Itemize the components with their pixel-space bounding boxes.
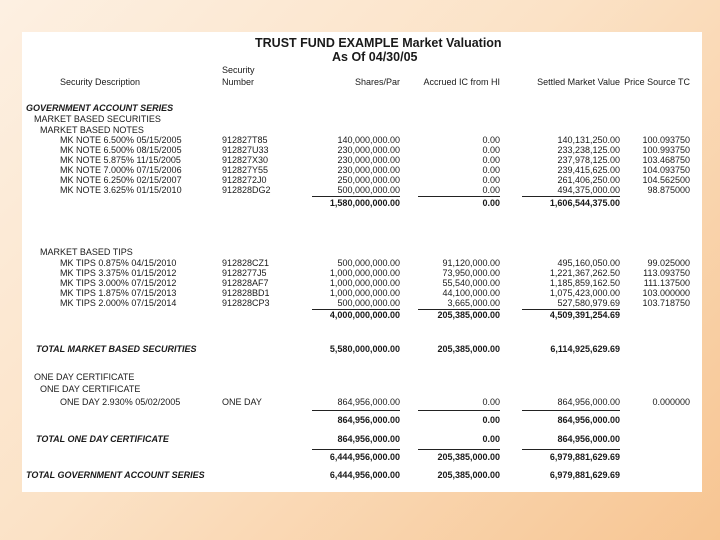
settled-market-value: 1,221,367,262.50 <box>549 268 620 278</box>
underline-rule <box>418 410 500 411</box>
accrued-interest-value: 0.00 <box>482 434 500 444</box>
shares-par-value: 500,000,000.00 <box>337 185 400 195</box>
table-row-number: 912827T85 <box>222 135 268 145</box>
column-header-number-top: Security <box>222 65 255 75</box>
shares-par-value: 230,000,000.00 <box>337 165 400 175</box>
accrued-interest-value: 0.00 <box>482 165 500 175</box>
settled-market-value: 239,415,625.00 <box>557 165 620 175</box>
column-header-accrued: Accrued IC from HI <box>423 77 500 87</box>
group-heading-notes: MARKET BASED NOTES <box>40 125 144 135</box>
group-heading-mbs: MARKET BASED SECURITIES <box>34 114 161 124</box>
settled-market-value: 864,956,000.00 <box>557 434 620 444</box>
underline-rule <box>312 410 400 411</box>
group-heading-tips: MARKET BASED TIPS <box>40 247 133 257</box>
underline-rule <box>312 196 400 197</box>
settled-market-value: 864,956,000.00 <box>557 397 620 407</box>
shares-par-value: 6,444,956,000.00 <box>329 470 400 480</box>
accrued-interest-value: 3,665,000.00 <box>447 298 500 308</box>
shares-par-value: 500,000,000.00 <box>337 258 400 268</box>
table-row-number: ONE DAY <box>222 397 262 407</box>
price-value: 100.093750 <box>642 135 690 145</box>
table-row-number: 912828CZ1 <box>222 258 270 268</box>
table-row-number: 912828DG2 <box>222 185 271 195</box>
table-row-desc: MK TIPS 2.000% 07/15/2014 <box>60 298 177 308</box>
report-title: TRUST FUND EXAMPLE Market Valuation <box>255 36 502 50</box>
underline-rule <box>522 449 620 450</box>
table-row-desc: MK NOTE 6.250% 02/15/2007 <box>60 175 182 185</box>
table-row-number: 912827X30 <box>222 155 269 165</box>
column-header-number: Number <box>222 77 255 87</box>
accrued-interest-value: 0.00 <box>482 135 500 145</box>
settled-market-value: 495,160,050.00 <box>557 258 620 268</box>
settled-market-value: 237,978,125.00 <box>557 155 620 165</box>
group-heading-one-day: ONE DAY CERTIFICATE <box>34 372 135 382</box>
column-header-price: Price Source TC <box>624 77 690 87</box>
settled-market-value: 4,509,391,254.69 <box>549 310 620 320</box>
table-row-number: 912827Y55 <box>222 165 269 175</box>
accrued-interest-value: 0.00 <box>482 397 500 407</box>
underline-rule <box>522 410 620 411</box>
accrued-interest-value: 205,385,000.00 <box>437 470 500 480</box>
column-header-settled: Settled Market Value <box>537 77 620 87</box>
price-value: 104.562500 <box>642 175 690 185</box>
table-row-desc: ONE DAY 2.930% 05/02/2005 <box>60 397 181 407</box>
price-value: 99.025000 <box>647 258 690 268</box>
accrued-interest-value: 0.00 <box>482 145 500 155</box>
settled-market-value: 1,606,544,375.00 <box>549 198 620 208</box>
accrued-interest-value: 0.00 <box>482 415 500 425</box>
settled-market-value: 527,580,979.69 <box>557 298 620 308</box>
accrued-interest-value: 0.00 <box>482 155 500 165</box>
total-label-mbs: TOTAL MARKET BASED SECURITIES <box>36 344 197 354</box>
settled-market-value: 1,075,423,000.00 <box>549 288 620 298</box>
accrued-interest-value: 205,385,000.00 <box>437 452 500 462</box>
total-label-gas: TOTAL GOVERNMENT ACCOUNT SERIES <box>26 470 205 480</box>
table-row-number: 912828CP3 <box>222 298 270 308</box>
shares-par-value: 250,000,000.00 <box>337 175 400 185</box>
shares-par-value: 1,000,000,000.00 <box>329 278 400 288</box>
table-row-desc: MK TIPS 1.875% 07/15/2013 <box>60 288 177 298</box>
table-row-desc: MK TIPS 0.875% 04/15/2010 <box>60 258 177 268</box>
settled-market-value: 140,131,250.00 <box>557 135 620 145</box>
table-row-number: 912828AF7 <box>222 278 269 288</box>
table-row-number: 912828BD1 <box>222 288 270 298</box>
accrued-interest-value: 0.00 <box>482 198 500 208</box>
shares-par-value: 6,444,956,000.00 <box>329 452 400 462</box>
price-value: 98.875000 <box>647 185 690 195</box>
shares-par-value: 230,000,000.00 <box>337 145 400 155</box>
accrued-interest-value: 205,385,000.00 <box>437 310 500 320</box>
report-subtitle: As Of 04/30/05 <box>332 50 418 64</box>
price-value: 111.137500 <box>643 278 690 288</box>
underline-rule <box>522 196 620 197</box>
settled-market-value: 6,114,925,629.69 <box>550 344 620 354</box>
shares-par-value: 864,956,000.00 <box>337 397 400 407</box>
section-heading-gas: GOVERNMENT ACCOUNT SERIES <box>26 103 174 113</box>
price-value: 104.093750 <box>642 165 690 175</box>
settled-market-value: 261,406,250.00 <box>557 175 620 185</box>
shares-par-value: 1,580,000,000.00 <box>329 198 400 208</box>
price-value: 103.000000 <box>642 288 690 298</box>
valuation-report <box>22 32 702 492</box>
price-value: 100.993750 <box>642 145 690 155</box>
accrued-interest-value: 91,120,000.00 <box>442 258 500 268</box>
price-value: 0.000000 <box>652 397 690 407</box>
price-value: 113.093750 <box>643 268 690 278</box>
column-header-description: Security Description <box>60 77 141 87</box>
underline-rule <box>418 196 500 197</box>
table-row-desc: MK NOTE 7.000% 07/15/2006 <box>60 165 182 175</box>
settled-market-value: 233,238,125.00 <box>557 145 620 155</box>
accrued-interest-value: 0.00 <box>482 175 500 185</box>
shares-par-value: 140,000,000.00 <box>337 135 400 145</box>
accrued-interest-value: 0.00 <box>482 185 500 195</box>
table-row-desc: MK NOTE 3.625% 01/15/2010 <box>60 185 182 195</box>
table-row-number: 912827U33 <box>222 145 269 155</box>
shares-par-value: 230,000,000.00 <box>337 155 400 165</box>
shares-par-value: 864,956,000.00 <box>337 434 400 444</box>
shares-par-value: 1,000,000,000.00 <box>329 268 400 278</box>
subgroup-heading-one-day: ONE DAY CERTIFICATE <box>40 384 141 394</box>
settled-market-value: 6,979,881,629.69 <box>549 470 620 480</box>
settled-market-value: 6,979,881,629.69 <box>549 452 620 462</box>
shares-par-value: 500,000,000.00 <box>337 298 400 308</box>
accrued-interest-value: 44,100,000.00 <box>442 288 500 298</box>
price-value: 103.468750 <box>642 155 690 165</box>
total-label-one-day: TOTAL ONE DAY CERTIFICATE <box>36 434 169 444</box>
accrued-interest-value: 73,950,000.00 <box>442 268 500 278</box>
table-row-desc: MK NOTE 5.875% 11/15/2005 <box>60 155 181 165</box>
table-row-number: 9128272J0 <box>222 175 267 185</box>
accrued-interest-value: 55,540,000.00 <box>442 278 500 288</box>
column-header-shares: Shares/Par <box>354 77 400 87</box>
settled-market-value: 494,375,000.00 <box>557 185 620 195</box>
table-row-number: 9128277J5 <box>222 268 267 278</box>
settled-market-value: 1,185,859,162.50 <box>549 278 620 288</box>
shares-par-value: 4,000,000,000.00 <box>329 310 400 320</box>
price-value: 103.718750 <box>642 298 690 308</box>
shares-par-value: 5,580,000,000.00 <box>329 344 400 354</box>
table-row-desc: MK NOTE 6.500% 05/15/2005 <box>60 135 182 145</box>
table-row-desc: MK TIPS 3.375% 01/15/2012 <box>60 268 177 278</box>
shares-par-value: 864,956,000.00 <box>337 415 400 425</box>
underline-rule <box>312 449 400 450</box>
shares-par-value: 1,000,000,000.00 <box>329 288 400 298</box>
table-row-desc: MK NOTE 6.500% 08/15/2005 <box>60 145 182 155</box>
table-row-desc: MK TIPS 3.000% 07/15/2012 <box>60 278 177 288</box>
underline-rule <box>418 449 500 450</box>
settled-market-value: 864,956,000.00 <box>557 415 620 425</box>
accrued-interest-value: 205,385,000.00 <box>437 344 500 354</box>
